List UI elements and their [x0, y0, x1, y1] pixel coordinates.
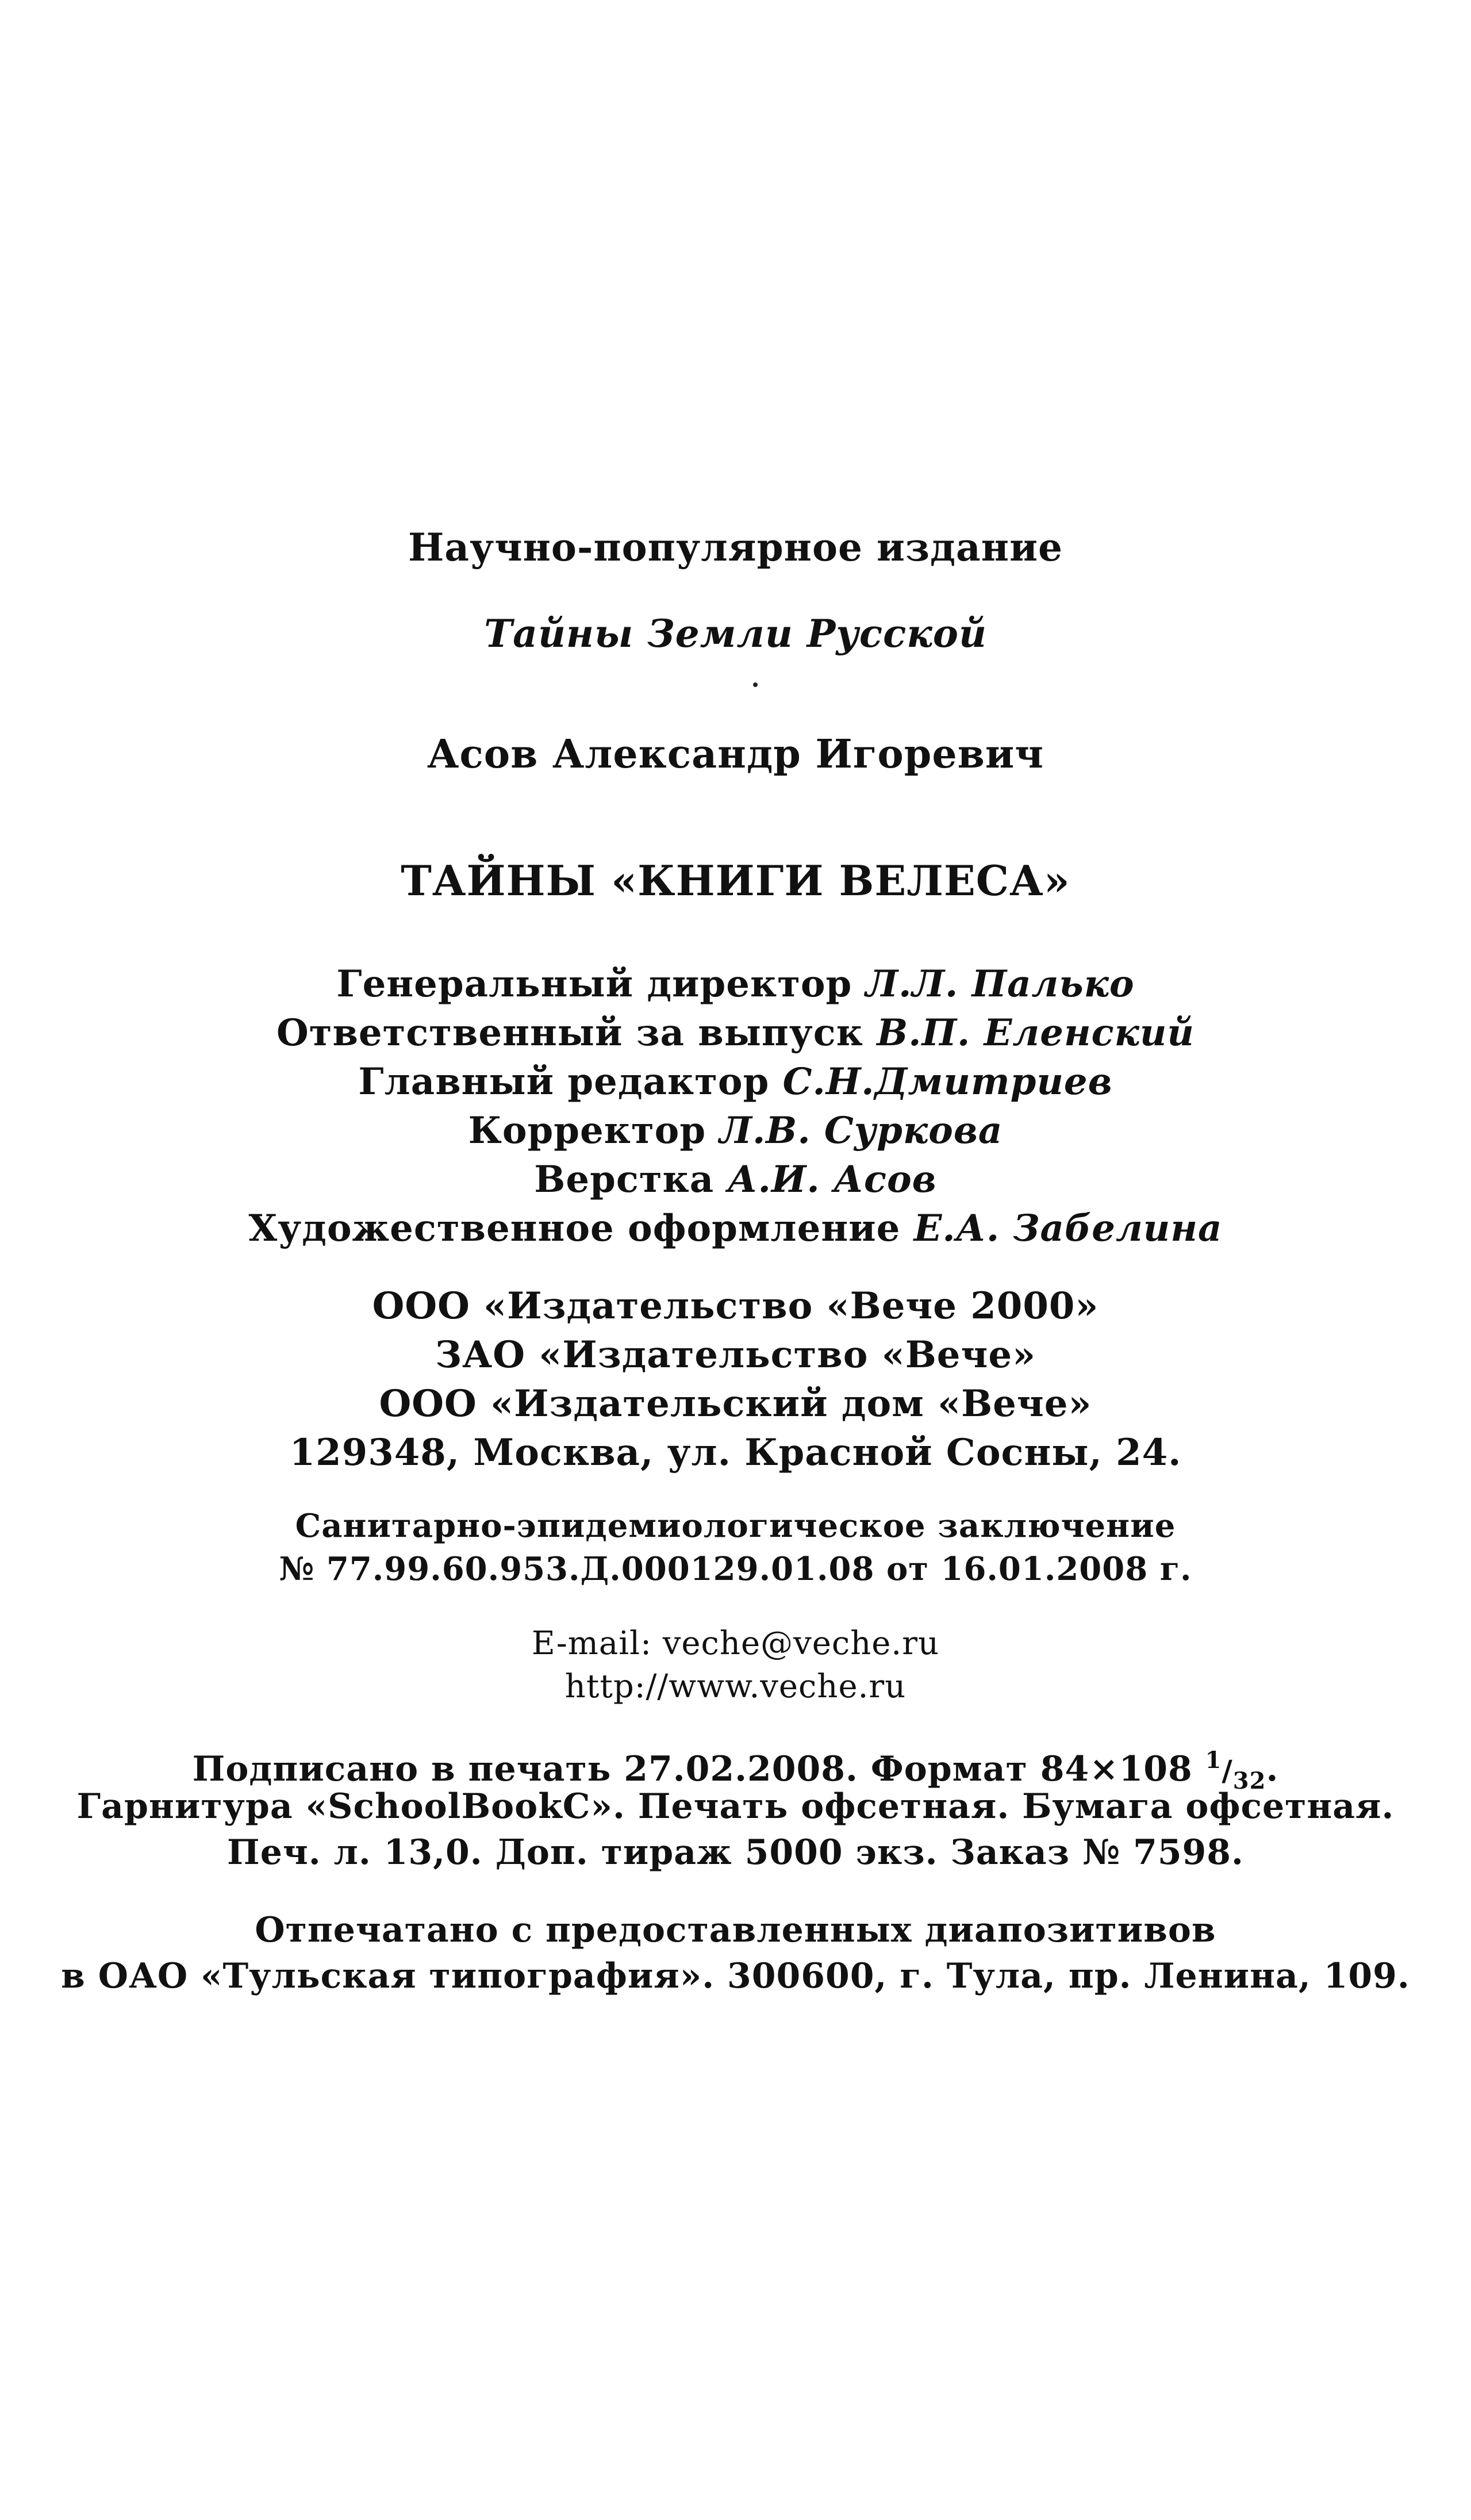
print-sheets-line: Печ. л. 13,0. Доп. тираж 5000 экз. Заказ № 7598. [227, 1832, 1244, 1873]
website-line: http://www.veche.ru [564, 1668, 907, 1705]
credit-release-manager [0, 1010, 1471, 1056]
credit-person: С.Н.Дмитриев [782, 1060, 1113, 1103]
credit-art-design [0, 1206, 1471, 1252]
credit-general-director [0, 961, 1471, 1007]
credit-chief-editor [0, 1059, 1471, 1105]
publisher-line: ООО «Издательский дом «Вече» [379, 1382, 1092, 1425]
credit-role: Корректор [468, 1109, 706, 1152]
printing-house-line: в ОАО «Тульская типография». 300600, г. Тула, пр. Ленина, 109. [61, 1956, 1410, 1996]
credit-role: Ответственный за выпуск [276, 1011, 863, 1054]
stray-dot [753, 682, 758, 687]
edition-type: Научно-популярное издание [408, 525, 1063, 570]
print-signed-text: Подписано в печать 27.02.2008. Формат 84×108 [192, 1749, 1193, 1789]
credit-person: Л.Л. Палько [865, 962, 1135, 1006]
series-title: Тайны Земли Русской [484, 611, 987, 656]
publisher-line: ООО «Издательство «Вече 2000» [372, 1284, 1099, 1328]
email-line: E-mail: veche@veche.ru [531, 1625, 940, 1662]
credit-role: Главный редактор [358, 1060, 770, 1103]
credit-person: А.И. Асов [727, 1158, 937, 1201]
print-signed-end: . [1266, 1749, 1279, 1789]
credit-role: Генеральный директор [336, 962, 852, 1006]
publisher-line: ЗАО «Издательство «Вече» [435, 1333, 1036, 1376]
sanitary-conclusion: Санитарно-эпидемиологическое заключение [295, 1507, 1176, 1545]
publisher-address: 129348, Москва, ул. Красной Сосны, 24. [289, 1431, 1182, 1474]
sanitary-number: № 77.99.60.953.Д.000129.01.08 от 16.01.2008 г. [279, 1550, 1192, 1588]
credit-person: В.П. Еленский [877, 1011, 1195, 1054]
print-signed-line: Подписано в печать 27.02.2008. Формат 84×108 $^1/_{32}$. [192, 1747, 1279, 1794]
credit-role: Художественное оформление [248, 1207, 901, 1250]
format-numerator: 1 [1205, 1747, 1222, 1774]
credit-person: Е.А. Забелина [913, 1207, 1223, 1250]
book-title: ТАЙНЫ «КНИГИ ВЕЛЕСА» [401, 856, 1070, 905]
printed-from-line: Отпечатано с предоставленных диапозитивов [255, 1910, 1216, 1950]
format-denominator: 32 [1232, 1767, 1266, 1794]
author-name: Асов Александр Игоревич [427, 731, 1044, 777]
credit-proofreader [0, 1108, 1471, 1154]
typeface-line: Гарнитура «SchoolBookC». Печать офсетная. Бумага офсетная. [76, 1786, 1395, 1827]
credit-person: Л.В. Суркова [719, 1109, 1003, 1152]
credit-layout [0, 1157, 1471, 1203]
credit-role: Верстка [534, 1158, 715, 1201]
